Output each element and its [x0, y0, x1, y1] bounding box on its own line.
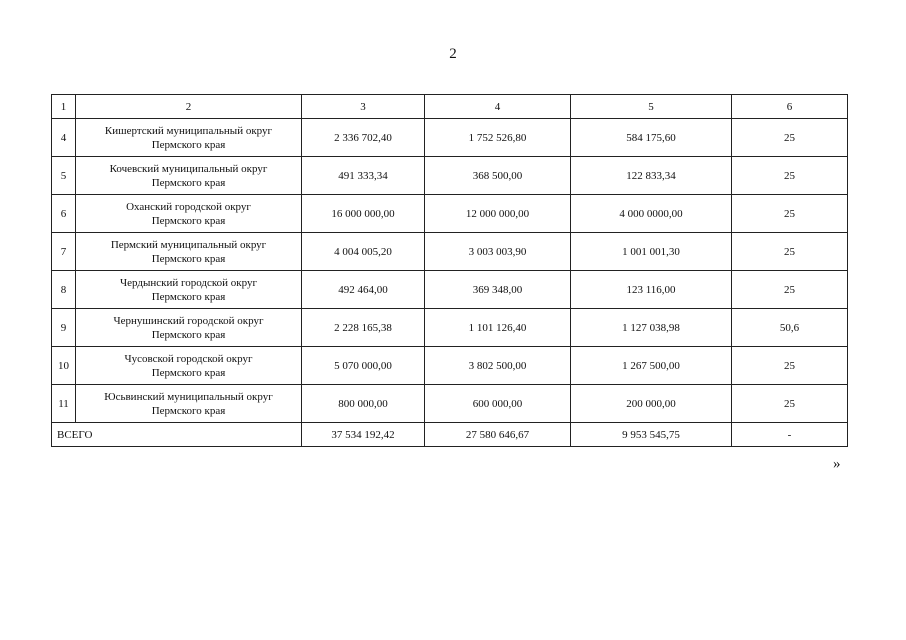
table-row — [52, 233, 848, 271]
table-header-row — [52, 95, 848, 119]
table-row — [52, 347, 848, 385]
col5-value: 122 833,34 — [571, 157, 732, 195]
municipality-name-line2: Пермского края — [151, 176, 226, 189]
col5-value: 1 267 500,00 — [571, 347, 732, 385]
row-number: 9 — [52, 309, 76, 347]
col4-value: 369 348,00 — [425, 271, 571, 309]
header-cell: 6 — [732, 95, 848, 119]
total-col4: 27 580 646,67 — [425, 423, 571, 447]
table-row — [52, 119, 848, 157]
municipality-name — [76, 119, 302, 157]
page-number: 2 — [449, 46, 457, 62]
municipality-name-line1: Кишертский муниципальный округ — [104, 124, 273, 137]
municipality-name-line2: Пермского края — [151, 252, 226, 265]
municipality-name — [76, 195, 302, 233]
col5-value: 200 000,00 — [571, 385, 732, 423]
col4-value: 3 003 003,90 — [425, 233, 571, 271]
municipality-name-line2: Пермского края — [151, 138, 226, 151]
municipality-name-line2: Пермского края — [151, 404, 226, 417]
col6-value: 25 — [732, 195, 848, 233]
municipality-name-line2: Пермского края — [151, 214, 226, 227]
header-cell: 4 — [425, 95, 571, 119]
col5-value: 584 175,60 — [571, 119, 732, 157]
row-number: 10 — [52, 347, 76, 385]
col6-value: 25 — [732, 271, 848, 309]
col6-value: 25 — [732, 347, 848, 385]
closing-quote: » — [833, 456, 841, 472]
header-cell: 1 — [52, 95, 76, 119]
municipality-name-line1: Кочевский муниципальный округ — [109, 162, 268, 175]
row-number: 7 — [52, 233, 76, 271]
col5-value: 1 127 038,98 — [571, 309, 732, 347]
col6-value: 25 — [732, 119, 848, 157]
municipality-name-line1: Чердынский городской округ — [119, 276, 258, 289]
municipality-name-line2: Пермского края — [151, 366, 226, 379]
col5-value: 123 116,00 — [571, 271, 732, 309]
col3-value: 4 004 005,20 — [302, 233, 425, 271]
total-col5: 9 953 545,75 — [571, 423, 732, 447]
col4-value: 368 500,00 — [425, 157, 571, 195]
table-row — [52, 195, 848, 233]
total-col6: - — [732, 423, 848, 447]
col4-value: 1 101 126,40 — [425, 309, 571, 347]
row-number: 8 — [52, 271, 76, 309]
col4-value: 12 000 000,00 — [425, 195, 571, 233]
municipality-name-line2: Пермского края — [151, 290, 226, 303]
header-cell: 5 — [571, 95, 732, 119]
col4-value: 3 802 500,00 — [425, 347, 571, 385]
col3-value: 5 070 000,00 — [302, 347, 425, 385]
table-row — [52, 385, 848, 423]
col6-value: 25 — [732, 157, 848, 195]
col3-value: 16 000 000,00 — [302, 195, 425, 233]
row-number: 5 — [52, 157, 76, 195]
col6-value: 25 — [732, 233, 848, 271]
header-cell: 2 — [76, 95, 302, 119]
municipality-name-line2: Пермского края — [151, 328, 226, 341]
col3-value: 491 333,34 — [302, 157, 425, 195]
municipality-name — [76, 157, 302, 195]
row-number: 6 — [52, 195, 76, 233]
col3-value: 492 464,00 — [302, 271, 425, 309]
total-col3: 37 534 192,42 — [302, 423, 425, 447]
col5-value: 1 001 001,30 — [571, 233, 732, 271]
col4-value: 1 752 526,80 — [425, 119, 571, 157]
table-row — [52, 271, 848, 309]
municipality-name — [76, 385, 302, 423]
row-number: 4 — [52, 119, 76, 157]
total-label: ВСЕГО — [52, 423, 302, 447]
col6-value: 50,6 — [732, 309, 848, 347]
col3-value: 2 336 702,40 — [302, 119, 425, 157]
municipality-name-line1: Пермский муниципальный округ — [110, 238, 267, 251]
total-row — [52, 423, 848, 447]
allocation-table — [51, 94, 848, 447]
col5-value: 4 000 0000,00 — [571, 195, 732, 233]
municipality-name-line1: Чернушинский городской округ — [113, 314, 264, 327]
row-number: 11 — [52, 385, 76, 423]
municipality-name-line1: Чусовской городской округ — [124, 352, 253, 365]
municipality-name — [76, 347, 302, 385]
table-row — [52, 309, 848, 347]
municipality-name-line1: Оханский городской округ — [126, 200, 251, 213]
col4-value: 600 000,00 — [425, 385, 571, 423]
table-row — [52, 157, 848, 195]
header-cell: 3 — [302, 95, 425, 119]
municipality-name — [76, 309, 302, 347]
col6-value: 25 — [732, 385, 848, 423]
col3-value: 2 228 165,38 — [302, 309, 425, 347]
col3-value: 800 000,00 — [302, 385, 425, 423]
municipality-name — [76, 271, 302, 309]
municipality-name-line1: Юсьвинский муниципальный округ — [104, 390, 273, 403]
municipality-name — [76, 233, 302, 271]
